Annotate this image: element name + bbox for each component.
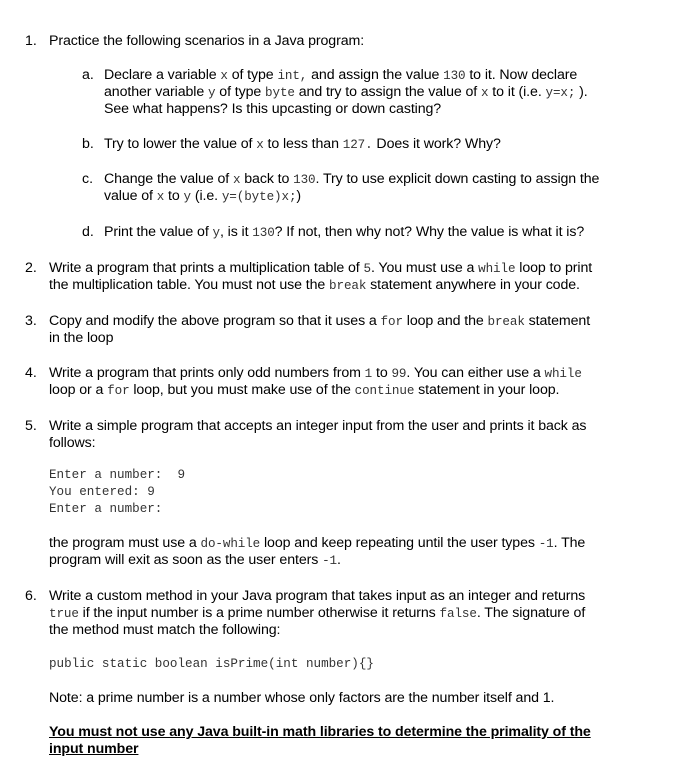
q2-line1: Write a program that prints a multiplication table of 5. You must use a while loop to print (49, 260, 593, 276)
q1c-line1: Change the value of x back to 130. Try to use explicit down casting to assign the (104, 171, 600, 187)
q2-line2: the multiplication table. You must not use the break statement anywhere in your code. (49, 277, 580, 293)
q3-number: 3. (25, 313, 37, 329)
q5-line2: follows: (49, 435, 96, 451)
q1a-line2: another variable y of type byte and try to assign the value of x to it (i.e. y=x; ). (104, 84, 588, 100)
q1b-line1: Try to lower the value of x to less than 127. Does it work? Why? (104, 136, 501, 152)
q1-number: 1. (25, 33, 37, 49)
q3-line1: Copy and modify the above program so that it uses a for loop and the break statement (49, 313, 591, 329)
q1a-line3: See what happens? Is this upcasting or down casting? (104, 101, 442, 117)
q5-after-line2: program will exit as soon as the user enters -1. (49, 552, 341, 568)
q3-line2: in the loop (49, 330, 114, 346)
q1d-letter: d. (82, 224, 94, 240)
q1-title: Practice the following scenarios in a Java program: (49, 33, 365, 49)
q1a-line1: Declare a variable x of type int, and assign the value 130 to it. Now declare (104, 67, 578, 83)
q1a-letter: a. (82, 67, 94, 83)
q6-number: 6. (25, 588, 37, 604)
q2-number: 2. (25, 260, 37, 276)
q5-number: 5. (25, 418, 37, 434)
q5-sample-line2: You entered: 9 (49, 485, 155, 499)
q4-line2: loop or a for loop, but you must make use of the continue statement in your loop. (49, 382, 560, 398)
q5-sample-line1: Enter a number: 9 (49, 468, 186, 482)
q1c-line2: value of x to y (i.e. y=(byte)x;) (104, 188, 302, 204)
q6-note: Note: a prime number is a number whose only factors are the number itself and 1. (49, 690, 555, 706)
q6-warning-line2: input number (49, 741, 139, 757)
q6-line2: true if the input number is a prime number otherwise it returns false. The signature of (49, 605, 586, 621)
q4-number: 4. (25, 365, 37, 381)
q6-method-signature: public static boolean isPrime(int number){} (49, 657, 374, 671)
q1d-line1: Print the value of y, is it 130? If not, then why not? Why the value is what it is? (104, 224, 585, 240)
q1c-letter: c. (82, 171, 94, 187)
q6-line1: Write a custom method in your Java program that takes input as an integer and returns (49, 588, 586, 604)
q5-after-line1: the program must use a do-while loop and keep repeating until the user types -1. The (49, 535, 586, 551)
q6-line3: the method must match the following: (49, 622, 281, 638)
q1b-letter: b. (82, 136, 94, 152)
q5-line1: Write a simple program that accepts an integer input from the user and prints it back as (49, 418, 587, 434)
q6-warning-line1: You must not use any Java built-in math libraries to determine the primality of the (49, 724, 591, 740)
q4-line1: Write a program that prints only odd numbers from 1 to 99. You can either use a while (49, 365, 582, 381)
q5-sample-line3: Enter a number: (49, 502, 163, 516)
